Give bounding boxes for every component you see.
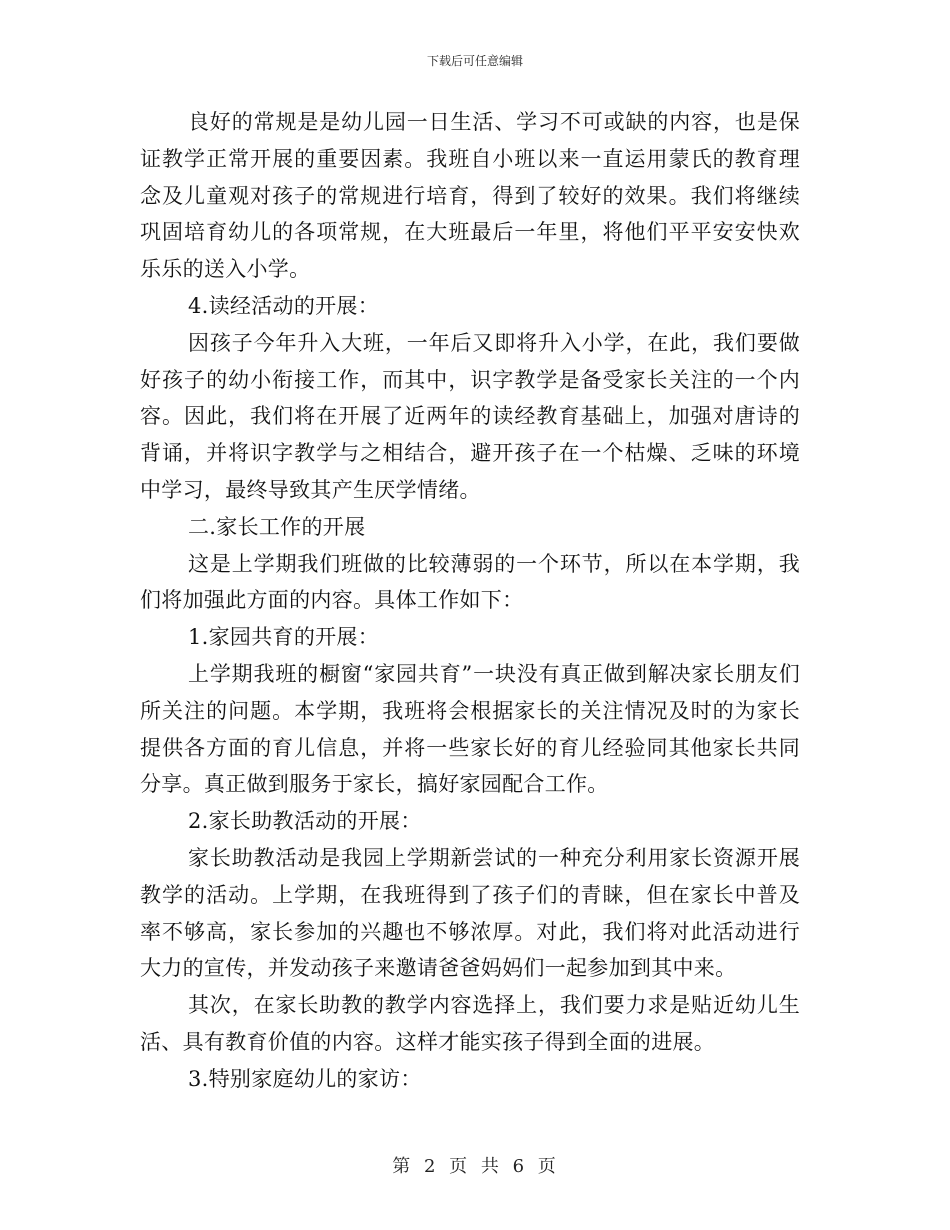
paragraph-reading-classics: 因孩子今年升入大班，一年后又即将升入小学，在此，我们要做好孩子的幼小衔接工作，而其中，识字教学是备受家长关注的一个内容。因此，我们将在开展了近两年的读经教育基础上，加强对唐诗的背诵，并将识字教学与之相结合，避开孩子在一个枯燥、乏味的环境中学习，最终导致其产生厌学情绪。 <box>140 330 800 502</box>
heading-parent-work: 二.家长工作的开展 <box>188 514 366 539</box>
paragraph-routine: 良好的常规是是幼儿园一日生活、学习不可或缺的内容，也是保证教学正常开展的重要因素。我班自小班以来一直运用蒙氏的教育理念及儿童观对孩子的常规进行培育，得到了较好的效果。我们将继续巩固培育幼儿的各项常规，在大班最后一年里，将他们平平安安快欢乐乐的送入小学。 <box>140 110 800 282</box>
heading-parent-assist: 2.家长助教活动的开展： <box>188 809 422 834</box>
heading-home-visits: 3.特别家庭幼儿的家访： <box>188 1066 422 1091</box>
heading-home-school: 1.家园共育的开展： <box>188 625 380 650</box>
page-number: 第 2 页 共 6 页 <box>392 1156 558 1177</box>
document-body <box>140 104 800 1098</box>
paragraph-parent-assist-content: 其次，在家长助教的教学内容选择上，我们要力求是贴近幼儿生活、具有教育价值的内容。这样才能实孩子得到全面的进展。 <box>140 993 800 1054</box>
paragraph-home-school: 上学期我班的橱窗“家园共育”一块没有真正做到解决家长朋友们所关注的问题。本学期，我班将会根据家长的关注情况及时的为家长提供各方面的育儿信息，并将一些家长好的育儿经验同其他家长共同分享。真正做到服务于家长，搞好家园配合工作。 <box>140 661 800 797</box>
paragraph-parent-work-intro: 这是上学期我们班做的比较薄弱的一个环节，所以在本学期，我们将加强此方面的内容。具体工作如下： <box>140 551 800 613</box>
paragraph-parent-assist: 家长助教活动是我园上学期新尝试的一种充分利用家长资源开展教学的活动。上学期，在我班得到了孩子们的青睐，但在家长中普及率不够高，家长参加的兴趣也不够浓厚。对此，我们将对此活动进行大力的宣传，并发动孩子来邀请爸爸妈妈们一起参加到其中来。 <box>140 845 800 981</box>
page-header-note: 下载后可任意编辑 <box>426 54 523 68</box>
heading-reading-classics: 4.读经活动的开展： <box>188 293 380 318</box>
